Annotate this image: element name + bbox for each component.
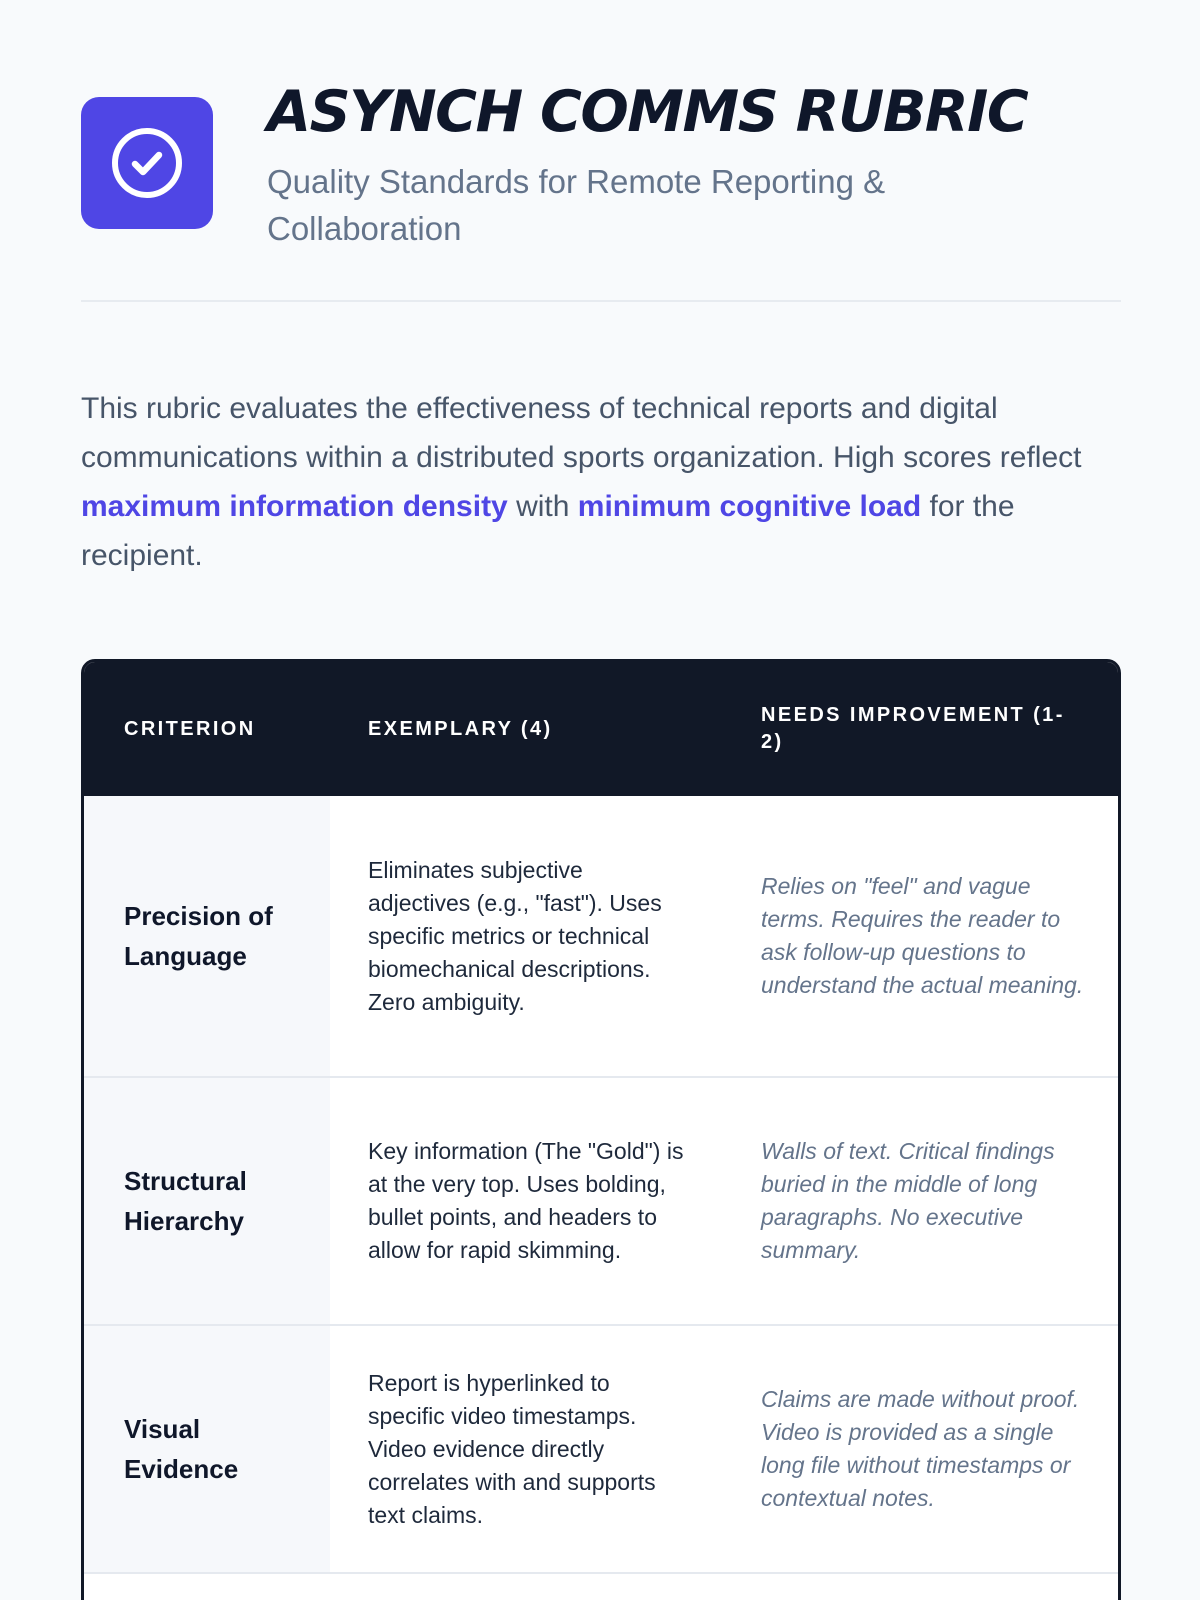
needs-improvement-cell: Relies on "feel" and vague terms. Requires the reader to ask follow-up questions to understand the actual meaning.	[761, 873, 1084, 998]
exemplary-cell: Eliminates subjective adjectives (e.g., "fast"). Uses specific metrics or technical biomechanical descriptions. Zero ambiguity.	[368, 856, 662, 1015]
needs-improvement-cell: Walls of text. Critical findings buried in the middle of long paragraphs. No executive summary.	[761, 1138, 1055, 1263]
page-title: ASYNCH COMMS RUBRIC	[267, 79, 1028, 145]
intro-text-1: This rubric evaluates the effectiveness of technical reports and digital communications within a distributed sports organization. High scores reflect	[81, 392, 1082, 474]
column-header-exemplary: EXEMPLARY (4)	[368, 717, 553, 740]
needs-improvement-cell: Claims are made without proof. Video is provided as a single long file without timestamps or contextual notes.	[761, 1386, 1080, 1511]
criterion-cell: Visual Evidence	[84, 1326, 330, 1572]
page-header	[81, 79, 1121, 247]
logo-badge	[81, 97, 213, 229]
exemplary-cell: Report is hyperlinked to specific video timestamps. Video evidence directly correlates with and supports text claims.	[368, 1369, 656, 1528]
table-row	[84, 1326, 1118, 1574]
table-header	[84, 662, 1118, 796]
column-header-needs-improvement: NEEDS IMPROVEMENT (1-2)	[761, 704, 1065, 753]
intro-highlight-density: maximum information density	[81, 490, 508, 523]
criterion-cell: Structural Hierarchy	[84, 1078, 330, 1324]
intro-text-3: for the recipient.	[81, 490, 1015, 572]
intro-text-2: with	[507, 490, 578, 523]
intro-paragraph	[81, 384, 1121, 580]
column-header-criterion: CRITERION	[124, 717, 256, 740]
table-row	[84, 796, 1118, 1078]
header-divider	[81, 300, 1121, 302]
page-subtitle: Quality Standards for Remote Reporting & Collaboration	[267, 163, 886, 247]
intro-highlight-cognitive-load: minimum cognitive load	[577, 490, 922, 523]
table-row	[84, 1078, 1118, 1326]
exemplary-cell: Key information (The "Gold") is at the very top. Uses bolding, bullet points, and headers to allow for rapid skimming.	[368, 1138, 684, 1263]
criterion-cell: Precision of Language	[84, 796, 330, 1076]
check-circle-icon	[109, 125, 185, 201]
rubric-table	[81, 659, 1121, 1600]
